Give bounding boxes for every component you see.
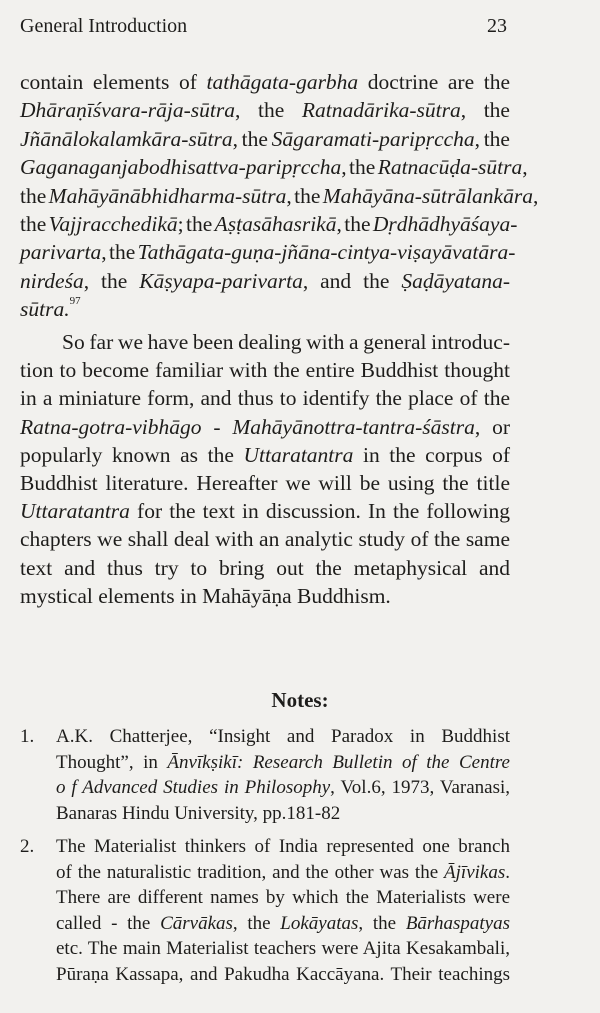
text: - bbox=[201, 414, 233, 439]
text: , the bbox=[336, 212, 373, 236]
text: contain elements of bbox=[20, 70, 207, 94]
text: Banaras Hindu University, pp.181-82 bbox=[56, 802, 341, 824]
text-line bbox=[20, 388, 510, 410]
text: of the naturalistic tradition, and the other was the bbox=[56, 861, 445, 883]
text-line bbox=[62, 332, 510, 354]
text: , the bbox=[358, 912, 406, 934]
italic-text: o f Advanced Studies in Philosophy bbox=[56, 777, 331, 799]
text: A.K. Chatterjee, “Insight and Paradox in Buddhist bbox=[56, 726, 510, 747]
italic-text: Kāṣyapa-parivarta bbox=[139, 268, 303, 293]
text: , the bbox=[286, 183, 323, 208]
text: , the bbox=[341, 155, 378, 180]
text-line bbox=[56, 863, 510, 882]
text-line bbox=[20, 555, 510, 580]
text: So far we have been dealing with a general introduc- bbox=[62, 330, 510, 354]
text: the bbox=[20, 183, 49, 208]
italic-text: Uttaratantra bbox=[243, 442, 354, 467]
text: mystical elements in Mahāyāṇa Buddhism. bbox=[20, 583, 391, 608]
italic-text: Vajjracchedikā bbox=[48, 212, 178, 236]
text: , or bbox=[474, 414, 510, 439]
text-line bbox=[20, 501, 510, 523]
text-line bbox=[56, 888, 510, 907]
text-line bbox=[56, 804, 340, 823]
text-line bbox=[20, 100, 510, 122]
text: doctrine are the bbox=[358, 70, 511, 94]
text: ; the bbox=[177, 212, 215, 236]
italic-text: Mahāyāna-sūtrālankāra bbox=[322, 183, 533, 208]
italic-text: Ratnacūḍa-sūtra bbox=[377, 155, 523, 180]
text: , Vol.6, 1973, Varanasi, bbox=[330, 777, 511, 799]
text-line bbox=[56, 727, 510, 746]
italic-text: Mahāyānābhidharma-sūtra bbox=[48, 183, 287, 208]
text: , the bbox=[235, 98, 302, 123]
italic-text: tathāgata-garbha bbox=[206, 70, 359, 94]
italic-text: Ānvīkṣikī: Research Bulletin of the Centre bbox=[167, 751, 510, 773]
text: popularly known as the bbox=[20, 442, 244, 467]
text-line bbox=[20, 183, 539, 208]
text-line bbox=[20, 360, 510, 382]
text: , and the bbox=[302, 268, 402, 293]
note-number: 1. bbox=[20, 726, 35, 747]
text-line bbox=[20, 473, 510, 495]
text: in the corpus of bbox=[353, 442, 510, 467]
text-line bbox=[20, 414, 510, 439]
text-line bbox=[56, 939, 510, 958]
italic-text: Mahāyānottra-tantra-śāstra bbox=[232, 414, 475, 439]
text-line bbox=[56, 914, 510, 933]
italic-text: Sāgaramati-paripṛccha bbox=[271, 126, 475, 151]
text: chapters we shall deal with an analytic study of the same bbox=[20, 527, 510, 552]
text: , bbox=[522, 155, 528, 180]
italic-text: Ratnadārika-sūtra bbox=[301, 98, 461, 123]
italic-text: Gaganaganjabodhisattva-paripṛccha bbox=[20, 155, 342, 180]
text: The Materialist thinkers of India represented one branch bbox=[56, 836, 510, 857]
text-line bbox=[56, 778, 510, 797]
text: , the bbox=[101, 240, 138, 265]
text-line bbox=[20, 295, 81, 322]
footnote-reference[interactable]: 97 bbox=[69, 295, 81, 308]
text: Buddhist literature. Hereafter we will be using the title bbox=[20, 471, 510, 495]
text: There are different names by which the Materialists were bbox=[56, 887, 510, 909]
text: for the text in discussion. In the following bbox=[129, 499, 510, 524]
notes-heading: Notes: bbox=[271, 688, 329, 712]
text-line bbox=[20, 157, 528, 179]
italic-text: Dhāraṇīśvara-rāja-sūtra bbox=[20, 98, 236, 123]
text-line bbox=[56, 753, 510, 772]
italic-text: sūtra. bbox=[20, 297, 70, 322]
text: , the bbox=[232, 126, 272, 151]
text-line bbox=[20, 214, 517, 236]
text: , the bbox=[232, 912, 281, 934]
italic-text: Lokāyatas bbox=[280, 912, 359, 934]
text: called - the bbox=[56, 912, 161, 934]
text: , bbox=[532, 183, 539, 208]
text: etc. The main Materialist teachers were Ajita Kesakambali, bbox=[56, 938, 510, 960]
text: , the bbox=[474, 126, 510, 151]
italic-text: Aṣṭasāhasrikā bbox=[214, 212, 337, 236]
italic-text: Uttaratantra bbox=[20, 499, 130, 524]
text-line bbox=[56, 837, 510, 856]
italic-text: Tathāgata-guṇa-jñāna-cintya-viṣayāvatāra- bbox=[137, 240, 516, 265]
italic-text: Dṛdhādhyāśaya- bbox=[372, 212, 518, 236]
text-line bbox=[20, 442, 510, 467]
text: . bbox=[505, 861, 510, 883]
italic-text: nirdeśa bbox=[20, 268, 84, 293]
text: text and thus try to bring out the metaphysical and bbox=[20, 555, 510, 580]
text: the bbox=[20, 212, 49, 236]
italic-text: Ājīvikas bbox=[444, 861, 506, 883]
running-header-title: General Introduction bbox=[20, 15, 188, 37]
text-line bbox=[20, 72, 510, 94]
text: in a miniature form, and thus to identify the place of the bbox=[20, 386, 510, 411]
page-number: 23 bbox=[487, 15, 507, 37]
italic-text: parivarta bbox=[20, 240, 102, 265]
text: , the bbox=[460, 98, 510, 123]
text-line bbox=[20, 583, 391, 608]
text-line bbox=[20, 529, 510, 551]
italic-text: Cārvākas bbox=[160, 912, 233, 934]
text: tion to become familiar with the entire Buddhist thought bbox=[20, 358, 510, 383]
text: , the bbox=[83, 268, 140, 293]
italic-text: Ṣaḍāyatana- bbox=[401, 268, 510, 293]
text: Pūraṇa Kassapa, and Pakudha Kaccāyana. Their teachings bbox=[56, 964, 510, 985]
text-line bbox=[56, 965, 510, 984]
text-line bbox=[20, 242, 515, 264]
italic-text: Jñānālokalamkāra-sūtra bbox=[20, 126, 233, 151]
text-line bbox=[20, 268, 510, 293]
text: Thought”, in bbox=[56, 751, 168, 773]
text-line bbox=[20, 126, 510, 151]
note-number: 2. bbox=[20, 836, 35, 857]
italic-text: Ratna-gotra-vibhāgo bbox=[20, 414, 202, 439]
italic-text: Bārhaspatyas bbox=[405, 912, 510, 934]
